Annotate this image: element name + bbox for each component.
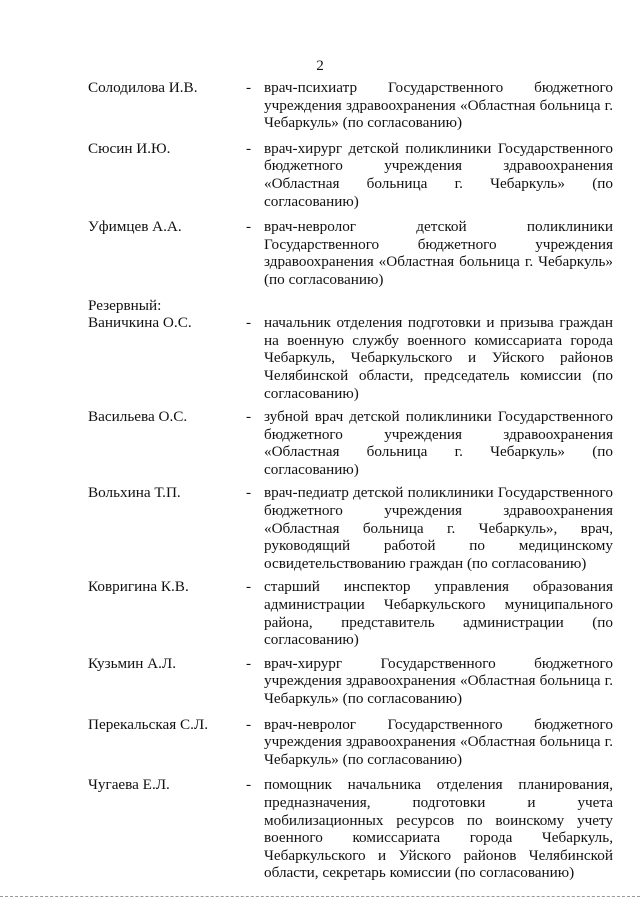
member-role: врач-психиатр Государственного бюджетного учреждения здравоохранения «Областная больница г. Чебаркуль» (по согласованию) [264,79,613,132]
member-role: помощник начальника отделения планирования, предназначения, подготовки и учета мобилизационных ресурсов по воинскому учету военного комиссариата города Чебаркуль, Чебаркульского и Уйского районов Челябинской области, секретарь комиссии (по согласованию) [264,776,613,882]
member-role: врач-хирург детской поликлиники Государственного бюджетного учреждения здравоохранения «Областная больница г. Чебаркуль» (по согласованию) [264,139,613,210]
member-entry [88,140,613,210]
dash: - [246,218,252,236]
member-name: Чугаева Е.Л. [88,776,170,794]
dash: - [246,408,252,426]
dash: - [246,654,252,672]
member-role: врач-невролог детской поликлиники Государственного бюджетного учреждения здравоохранения «Областная больница г. Чебаркуль» (по согласованию) [264,218,613,288]
dash: - [246,776,252,794]
reserve-member-entry [88,776,613,882]
member-role: зубной врач детской поликлиники Государственного бюджетного учреждения здравоохранения «Областная больница г. Чебаркуль» (по согласованию) [264,408,613,478]
reserve-member-entry [88,655,613,708]
member-name: Ваничкина О.С. [88,314,192,332]
footer-rule [0,896,640,897]
member-role: врач-педиатр детской поликлиники Государственного бюджетного учреждения здравоохранения «Областная больница г. Чебаркуль», врач, руководящий работой по медицинскому освидетельствованию граждан (по согласованию) [264,484,613,572]
dash: - [246,139,252,157]
dash: - [246,578,252,596]
reserve-heading: Резервный: [88,296,162,314]
member-name: Васильева О.С. [88,408,188,426]
member-name: Уфимцев А.А. [88,218,182,236]
dash: - [246,79,252,96]
member-name: Вольхина Т.П. [88,484,181,502]
member-name: Сюсин И.Ю. [88,139,171,157]
member-role: врач-хирург Государственного бюджетного учреждения здравоохранения «Областная больница г. Чебаркуль» (по согласованию) [264,654,613,707]
member-role: старший инспектор управления образования администрации Чебаркульского муниципального района, представитель администрации (по согласованию) [264,578,613,649]
member-name: Перекальская С.Л. [88,715,209,733]
reserve-member-entry [88,314,613,402]
reserve-member-entry [88,484,613,572]
commission-roster [88,79,613,882]
member-entry [88,79,613,132]
page-number: 2 [316,57,324,74]
member-entry [88,218,613,288]
dash: - [246,484,252,502]
dash: - [246,314,252,332]
dash: - [246,715,252,733]
member-name: Кузьмин А.Л. [88,654,177,672]
member-name: Солодилова И.В. [88,79,198,96]
reserve-member-entry [88,578,613,648]
reserve-member-entry [88,408,613,478]
member-role: начальник отделения подготовки и призыва граждан на военную службу военного комиссариата города Чебаркуль, Чебаркульского и Уйского районов Челябинской области, председатель комиссии (по согласованию) [264,314,613,402]
member-name: Ковригина К.В. [88,578,189,596]
member-role: врач-невролог Государственного бюджетного учреждения здравоохранения «Областная больница г. Чебаркуль» (по согласованию) [264,715,613,768]
reserve-member-entry [88,716,613,769]
